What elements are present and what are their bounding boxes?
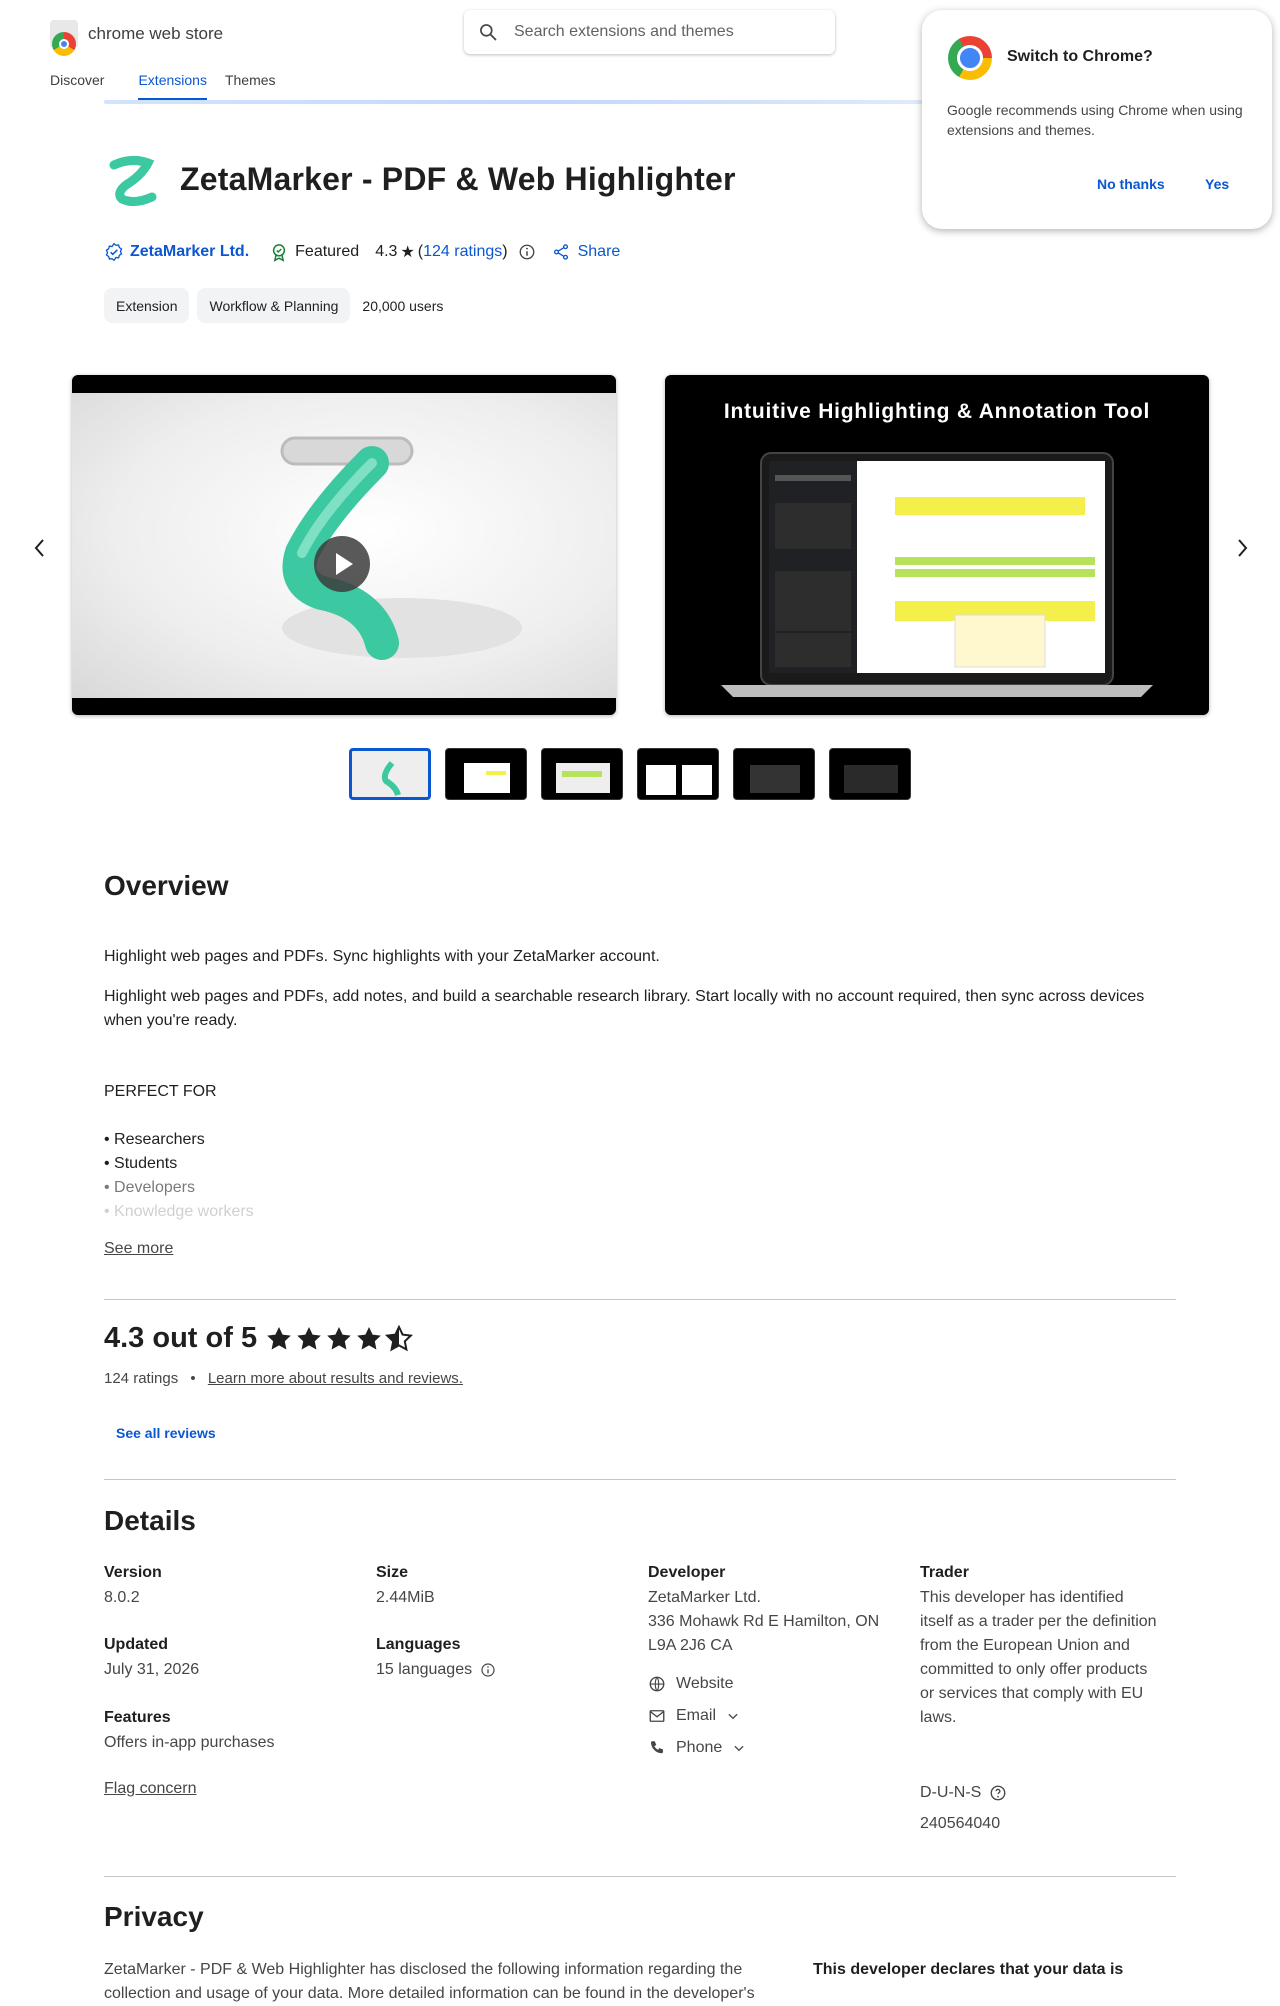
carousel-next-icon[interactable] bbox=[1232, 535, 1252, 561]
privacy-heading: Privacy bbox=[104, 1901, 204, 1932]
rating-summary bbox=[104, 1322, 415, 1355]
languages-value: 15 languages bbox=[376, 1661, 473, 1678]
tab-discover[interactable]: Discover bbox=[50, 72, 105, 88]
chrome-web-store-icon bbox=[50, 20, 78, 48]
overview-heading: Overview bbox=[104, 870, 229, 901]
info-icon[interactable] bbox=[480, 1662, 496, 1678]
chrome-logo-icon bbox=[948, 36, 992, 80]
developer-address-line1: 336 Mohawk Rd E Hamilton, ON bbox=[648, 1613, 880, 1630]
email-dropdown[interactable] bbox=[648, 1707, 740, 1725]
verified-badge-icon bbox=[104, 242, 124, 262]
overview-description: Highlight web pages and PDFs, add notes, and build a searchable research library. Start locally with no account required, then sync across devices when you're ready. bbox=[104, 988, 1145, 1029]
details-heading: Details bbox=[104, 1505, 196, 1536]
privacy-declaration: This developer declares that your data is bbox=[813, 1961, 1124, 1978]
carousel-video-slide[interactable] bbox=[72, 375, 616, 715]
duns-row bbox=[920, 1784, 1007, 1802]
chip-category[interactable]: Workflow & Planning bbox=[197, 288, 350, 323]
slide-heading: Intuitive Highlighting & Annotation Tool bbox=[723, 400, 1151, 423]
updated-value: July 31, 2026 bbox=[104, 1661, 200, 1678]
carousel-screenshot-slide[interactable] bbox=[665, 375, 1209, 715]
user-count: 20,000 users bbox=[362, 297, 444, 314]
thumbnail-1[interactable] bbox=[349, 748, 431, 800]
version-value: 8.0.2 bbox=[104, 1589, 140, 1606]
rating-stars-icon bbox=[265, 1325, 415, 1353]
thumbnail-5[interactable] bbox=[733, 748, 815, 800]
divider bbox=[104, 1479, 1176, 1480]
rating-subline bbox=[104, 1370, 463, 1387]
laptop-screenshot-image bbox=[665, 375, 1209, 715]
divider bbox=[104, 1299, 1176, 1300]
trader-description: This developer has identified itself as a trader per the definition from the European Union and committed to only offer products or services that comply with EU laws. bbox=[920, 1589, 1157, 1726]
phone-icon bbox=[648, 1739, 666, 1757]
dialog-title: Switch to Chrome? bbox=[1007, 48, 1153, 65]
website-link[interactable] bbox=[648, 1675, 734, 1693]
search-icon bbox=[478, 22, 498, 42]
privacy-description: ZetaMarker - PDF & Web Highlighter has disclosed the following information regarding the collection and usage of your data. More detailed information can be found in the developer's bbox=[104, 1961, 755, 2002]
info-icon[interactable] bbox=[518, 243, 536, 261]
help-icon[interactable] bbox=[989, 1784, 1007, 1802]
updated-label: Updated bbox=[104, 1636, 168, 1653]
see-more-link[interactable]: See more bbox=[104, 1240, 174, 1257]
header-divider bbox=[104, 100, 984, 104]
list-item: • Students bbox=[104, 1155, 178, 1172]
featured-badge-icon bbox=[269, 242, 289, 262]
trader-label: Trader bbox=[920, 1564, 969, 1581]
features-value: Offers in-app purchases bbox=[104, 1734, 275, 1751]
rating-value: 4.3 bbox=[375, 243, 398, 260]
globe-icon bbox=[648, 1675, 666, 1693]
extension-title: ZetaMarker - PDF & Web Highlighter bbox=[180, 161, 736, 197]
learn-more-link[interactable]: Learn more about results and reviews. bbox=[207, 1370, 463, 1387]
share-button[interactable] bbox=[552, 243, 621, 261]
switch-to-chrome-dialog bbox=[922, 10, 1272, 229]
languages-label: Languages bbox=[376, 1636, 461, 1653]
size-value: 2.44MiB bbox=[376, 1589, 435, 1606]
overview-list bbox=[104, 1128, 254, 1220]
duns-value: 240564040 bbox=[920, 1815, 1001, 1832]
developer-name: ZetaMarker Ltd. bbox=[648, 1589, 761, 1606]
no-thanks-button[interactable]: No thanks bbox=[1097, 176, 1165, 192]
chip-extension[interactable]: Extension bbox=[104, 288, 189, 323]
tab-themes[interactable]: Themes bbox=[224, 72, 276, 88]
size-label: Size bbox=[376, 1564, 409, 1581]
overview-summary: Highlight web pages and PDFs. Sync highlights with your ZetaMarker account. bbox=[104, 948, 660, 965]
thumbnail-2[interactable] bbox=[445, 748, 527, 800]
duns-label: D-U-N-S bbox=[920, 1784, 982, 1801]
languages-row bbox=[376, 1658, 496, 1682]
list-item: • Developers bbox=[104, 1179, 195, 1196]
nav-tabs bbox=[50, 72, 310, 101]
developer-address-line2: L9A 2J6 CA bbox=[648, 1637, 733, 1654]
phone-label: Phone bbox=[676, 1739, 723, 1756]
rating-count: 124 ratings bbox=[104, 1370, 179, 1387]
chevron-down-icon bbox=[726, 1709, 740, 1723]
dialog-body: Google recommends using Chrome when using extensions and themes. bbox=[947, 102, 1243, 138]
email-label: Email bbox=[676, 1707, 717, 1724]
version-label: Version bbox=[104, 1564, 162, 1581]
separator: • bbox=[190, 1370, 196, 1387]
featured-label: Featured bbox=[295, 243, 360, 260]
carousel-thumbnails bbox=[349, 748, 911, 800]
thumbnail-4[interactable] bbox=[637, 748, 719, 800]
play-icon[interactable] bbox=[314, 536, 370, 592]
search-box[interactable] bbox=[464, 10, 835, 54]
rating-headline: 4.3 out of 5 bbox=[104, 1322, 258, 1354]
website-label: Website bbox=[676, 1675, 734, 1692]
list-item: • Researchers bbox=[104, 1131, 205, 1148]
share-label: Share bbox=[577, 243, 621, 260]
developer-link[interactable]: ZetaMarker Ltd. bbox=[130, 243, 250, 260]
thumbnail-3[interactable] bbox=[541, 748, 623, 800]
list-item: • Knowledge workers bbox=[104, 1203, 254, 1220]
developer-label: Developer bbox=[648, 1564, 726, 1581]
yes-button[interactable]: Yes bbox=[1205, 176, 1230, 192]
overview-section-heading: PERFECT FOR bbox=[104, 1083, 217, 1100]
thumbnail-6[interactable] bbox=[829, 748, 911, 800]
extension-meta: ZetaMarker Ltd. Featured 4.3 ★ ( 124 ratings ) Share bbox=[104, 240, 620, 264]
carousel-prev-icon[interactable] bbox=[30, 535, 50, 561]
phone-dropdown[interactable] bbox=[648, 1739, 746, 1757]
ratings-link[interactable]: 124 ratings bbox=[423, 243, 503, 260]
search-input[interactable] bbox=[514, 23, 814, 41]
flag-concern-link[interactable]: Flag concern bbox=[104, 1780, 197, 1797]
store-logo[interactable] bbox=[50, 20, 223, 48]
zetamarker-logo-icon bbox=[104, 155, 160, 211]
store-name: chrome web store bbox=[88, 24, 224, 43]
mail-icon bbox=[648, 1707, 666, 1725]
extension-chips bbox=[104, 288, 443, 323]
divider bbox=[104, 1876, 1176, 1877]
share-icon bbox=[552, 243, 570, 261]
features-label: Features bbox=[104, 1709, 171, 1726]
star-icon: ★ bbox=[400, 244, 415, 261]
tab-extensions[interactable]: Extensions bbox=[138, 72, 206, 101]
see-all-reviews-button[interactable]: See all reviews bbox=[116, 1425, 216, 1441]
chevron-down-icon bbox=[732, 1741, 746, 1755]
